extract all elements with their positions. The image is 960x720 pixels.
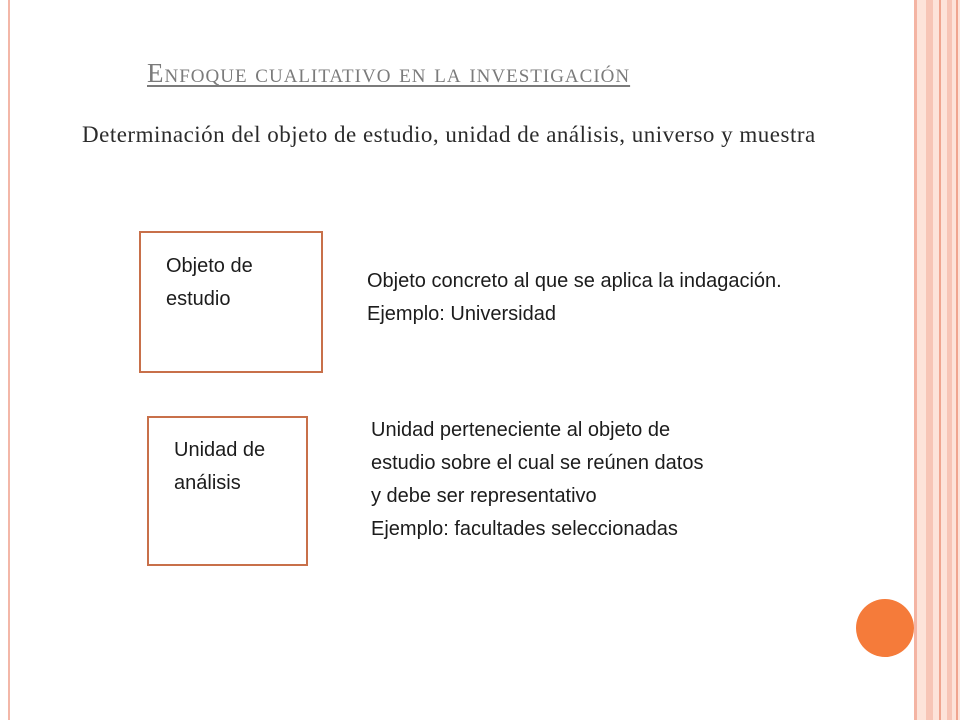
decorative-circle <box>856 599 914 657</box>
concept-description: Objeto concreto al que se aplica la indagación. Ejemplo: Universidad <box>367 270 782 325</box>
concept-box-objeto-de-estudio <box>139 231 323 373</box>
description-line: Unidad perteneciente al objeto de <box>371 419 671 441</box>
stripe <box>956 0 958 720</box>
concept-box-unidad-de-analisis <box>147 416 308 566</box>
stripe <box>939 0 941 720</box>
description-line: Ejemplo: facultades seleccionadas <box>371 518 678 540</box>
stripe <box>947 0 952 720</box>
slide-title: Enfoque cualitativo en la investigación <box>147 58 631 88</box>
left-border-line <box>8 0 10 720</box>
concept-label: Objeto de estudio <box>166 255 253 310</box>
slide-subtitle: Determinación del objeto de estudio, unidad de análisis, universo y muestra <box>82 122 816 147</box>
stripe <box>914 0 917 720</box>
stripe <box>926 0 933 720</box>
description-line: estudio sobre el cual se reúnen datos <box>371 452 704 474</box>
decorative-stripes <box>914 0 960 720</box>
concept-label: Unidad de análisis <box>174 439 266 494</box>
concept-description <box>371 414 841 546</box>
description-line: y debe ser representativo <box>371 485 597 507</box>
